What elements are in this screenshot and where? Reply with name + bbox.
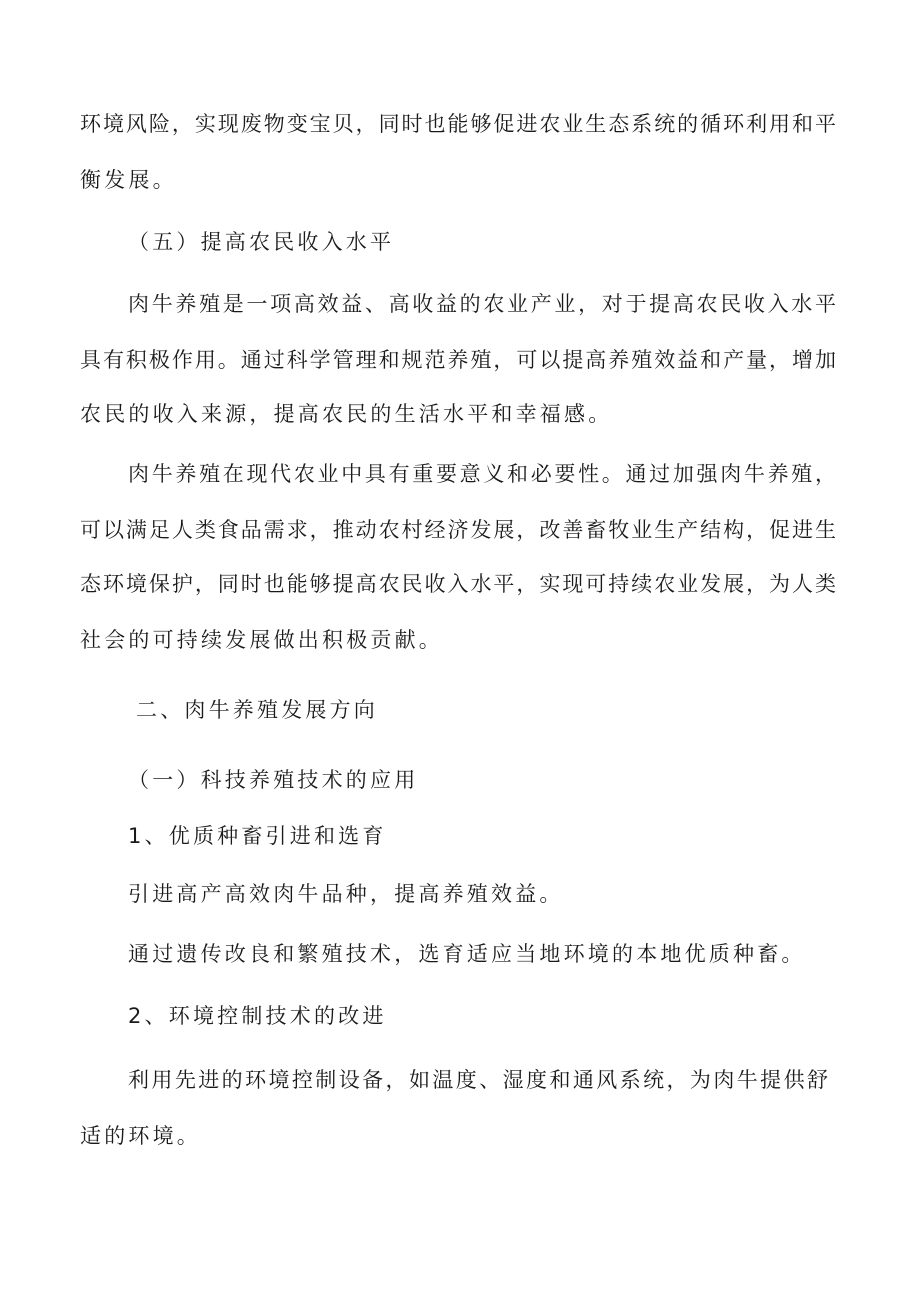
paragraph-line: 利用先进的环境控制设备，如温度、湿度和通风系统，为肉牛提供舒 bbox=[128, 1068, 828, 1092]
paragraph-line: 态环境保护，同时也能够提高农民收入水平，实现可持续农业发展，为人类 bbox=[80, 572, 836, 596]
paragraph-line: 社会的可持续发展做出积极贡献。 bbox=[80, 628, 443, 652]
paragraph-line: 农民的收入来源，提高农民的生活水平和幸福感。 bbox=[80, 402, 613, 426]
section-subheading: （一）科技养殖技术的应用 bbox=[128, 768, 419, 792]
section-subheading: （五）提高农民收入水平 bbox=[128, 230, 395, 254]
paragraph-line: 通过遗传改良和繁殖技术，选育适应当地环境的本地优质种畜。 bbox=[128, 942, 806, 966]
paragraph-line: 引进高产高效肉牛品种，提高养殖效益。 bbox=[128, 882, 564, 906]
list-heading: 2、环境控制技术的改进 bbox=[128, 1004, 387, 1028]
paragraph-line: 适的环境。 bbox=[80, 1124, 201, 1148]
paragraph-line: 具有积极作用。通过科学管理和规范养殖，可以提高养殖效益和产量，增加 bbox=[80, 348, 836, 372]
list-heading: 1、优质种畜引进和选育 bbox=[128, 824, 387, 848]
paragraph-line: 衡发展。 bbox=[80, 168, 177, 192]
paragraph-line: 环境风险，实现废物变宝贝，同时也能够促进农业生态系统的循环利用和平 bbox=[80, 112, 836, 136]
paragraph-line: 肉牛养殖是一项高效益、高收益的农业产业，对于提高农民收入水平 bbox=[128, 292, 836, 316]
paragraph-line: 可以满足人类食品需求，推动农村经济发展，改善畜牧业生产结构，促进生 bbox=[80, 518, 836, 542]
paragraph-line: 肉牛养殖在现代农业中具有重要意义和必要性。通过加强肉牛养殖， bbox=[128, 462, 836, 486]
section-heading: 二、肉牛养殖发展方向 bbox=[136, 698, 378, 722]
